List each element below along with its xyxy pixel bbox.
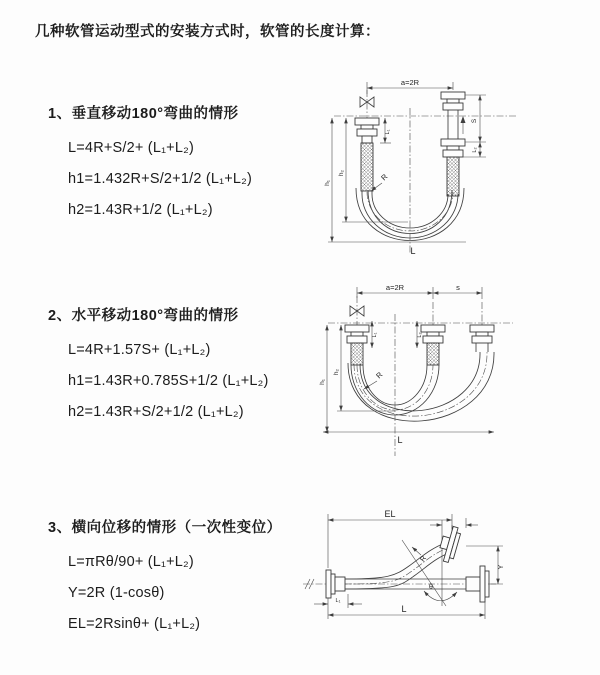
formula-line: h2=1.43R+1/2 (L₁+L₂) [68,202,213,218]
formula-line: L=πRθ/90+ (L₁+L₂) [68,554,194,570]
section-horizontal-180 [48,306,318,428]
dim-label-l2: L₂ [417,332,423,338]
formula-line: EL=2Rsinθ+ (L₁+L₂) [68,616,201,632]
dim-label-l1: L₁ [335,598,341,604]
section-2-heading: 2、水平移动180°弯曲的情形 [48,308,239,324]
dim-label-h2: h₂ [333,368,340,376]
left-flange [326,570,345,598]
radius-label: R [419,555,429,564]
left-fitting [355,118,379,191]
s-curve-hose [345,542,451,589]
dim-label-l2: L₂ [472,147,478,153]
angle-label: θ [429,584,433,591]
formula-line: h1=1.432R+S/2+1/2 (L₁+L₂) [68,171,253,187]
angle-construction-line [402,540,446,606]
dim-label-s: s [456,283,460,292]
right-fitting [441,92,465,196]
formula-line: h2=1.43R+S/2+1/2 (L₁+L₂) [68,404,244,420]
dim-label-l: L [401,604,407,614]
radius-label: R [379,172,390,183]
dim-label-l1: L₁ [385,129,391,135]
page-title: 几种软管运动型式的安装方式时，软管的长度计算： [35,24,380,40]
formula-line: h1=1.43R+0.785S+1/2 (L₁+L₂) [68,373,269,389]
diagram-vertical-180-u-bend [312,76,594,260]
formula-line: L=4R+S/2+ (L₁+L₂) [68,140,194,156]
dim-label-a2r: a=2R [385,283,405,292]
dim-label-s: S [471,118,478,124]
braided-hose-section [351,343,363,365]
section-1-heading: 1、垂直移动180°弯曲的情形 [48,106,239,122]
diagram-lateral-displacement [298,498,600,650]
diagram-horizontal-180-u-bend [308,280,595,462]
dim-label-h1: h₁ [324,180,331,186]
braided-hose-section [447,157,459,196]
braided-hose-section [361,143,373,191]
section-2-formulas [68,335,318,428]
section-3-formulas [68,547,318,640]
dim-label-y: Y [498,564,505,570]
right-flange [466,566,489,602]
dim-label-el: EL [384,509,396,519]
angle-arc [424,591,457,601]
motion-arrow-up [461,116,466,123]
section-lateral-displacement [48,518,318,640]
dim-label-l: L [397,435,403,445]
left-fitting [345,325,369,365]
section-3-heading: 3、横向位移的情形（一次性变位） [48,520,282,536]
dim-label-l: L [410,246,416,256]
dim-label-h2: h₂ [338,169,345,177]
radius-arrow [412,547,421,555]
formula-line: L=4R+1.57S+ (L₁+L₂) [68,342,211,358]
braided-hose-section [427,343,439,365]
dim-label-h1: h₁ [319,379,326,385]
radius-label: R [374,370,385,381]
section-vertical-180 [48,104,318,226]
dim-label-a2r: a=2R [400,78,420,87]
dim-label-l1: L₁ [372,332,378,338]
right-fitting [470,325,494,352]
section-1-formulas [68,133,318,226]
formula-line: Y=2R (1-cosθ) [68,585,165,601]
middle-fitting [421,325,445,365]
